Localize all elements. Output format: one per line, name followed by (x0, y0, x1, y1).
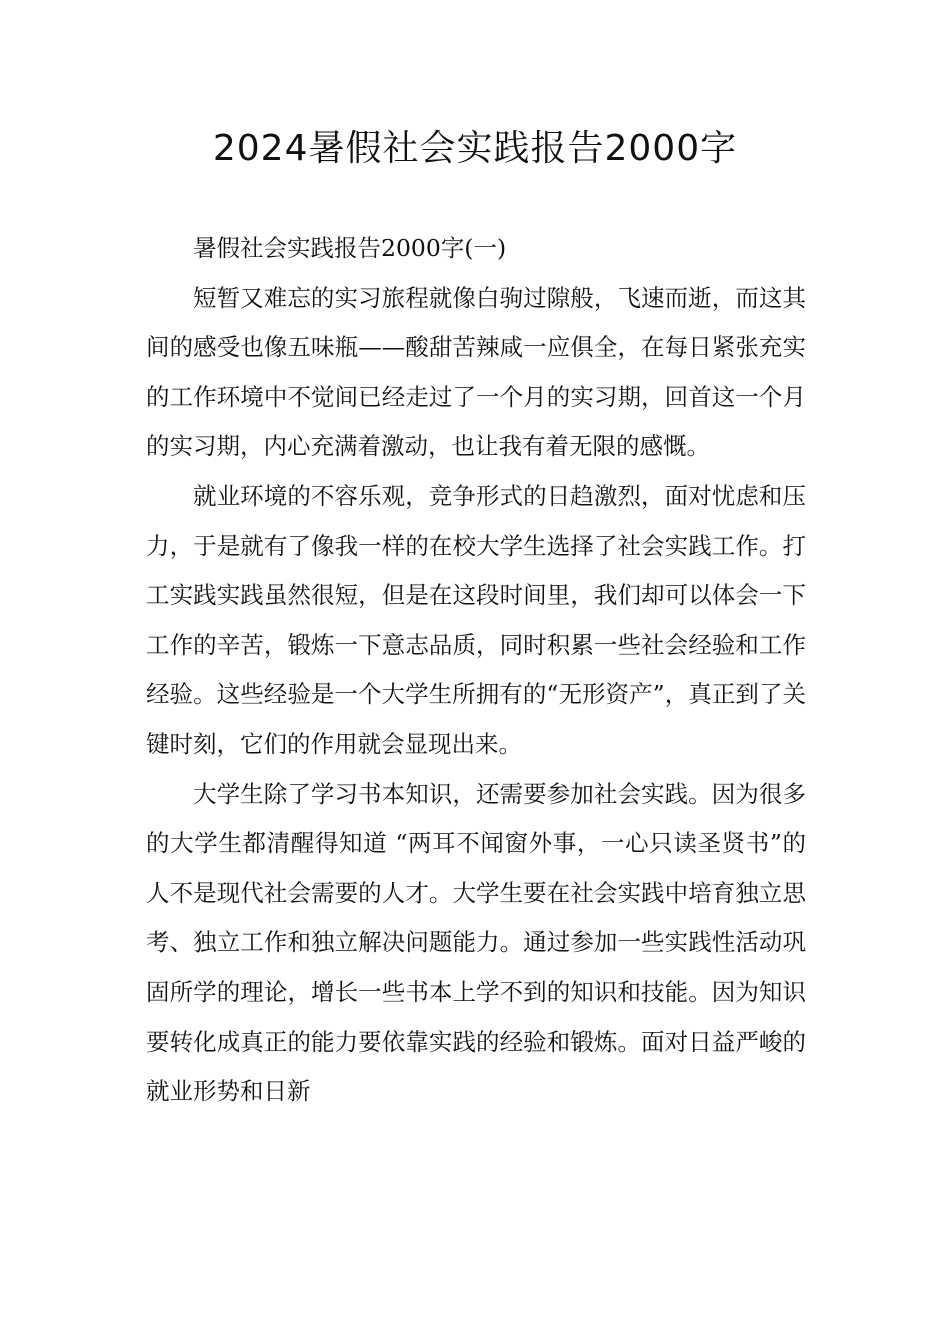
document-title: 2024暑假社会实践报告2000字 (212, 128, 738, 169)
paragraph: 大学生除了学习书本知识，还需要参加社会实践。因为很多的大学生都清醒得知道 “两耳不闻窗外事，一心只读圣贤书”的人不是现代社会需要的人才。大学生要在社会实践中培育独立思考、独立工作和独立解决问题能力。通过参加一些实践性活动巩固所学的理论，增长一些书本上学不到的知识和技能。因为知识要转化成真正的能力要依靠实践的经验和锻炼。面对日益严峻的就业形势和日新 (146, 779, 806, 1106)
section-heading: 暑假社会实践报告2000字(一) (193, 234, 507, 262)
paragraph: 就业环境的不容乐观，竞争形式的日趋激烈，面对忧虑和压力，于是就有了像我一样的在校大学生选择了社会实践工作。打工实践实践虽然很短，但是在这段时间里，我们却可以体会一下工作的辛苦，锻炼一下意志品质，同时积累一些社会经验和工作经验。这些经验是一个大学生所拥有的“无形资产”，真正到了关键时刻，它们的作用就会显现出来。 (146, 481, 806, 758)
document-body (146, 224, 806, 1117)
paragraph: 短暂又难忘的实习旅程就像白驹过隙般，飞速而逝，而这其间的感受也像五味瓶——酸甜苦辣咸一应俱全，在每日紧张充实的工作环境中不觉间已经走过了一个月的实习期，回首这一个月的实习期，内心充满着激动，也让我有着无限的感慨。 (146, 283, 806, 461)
